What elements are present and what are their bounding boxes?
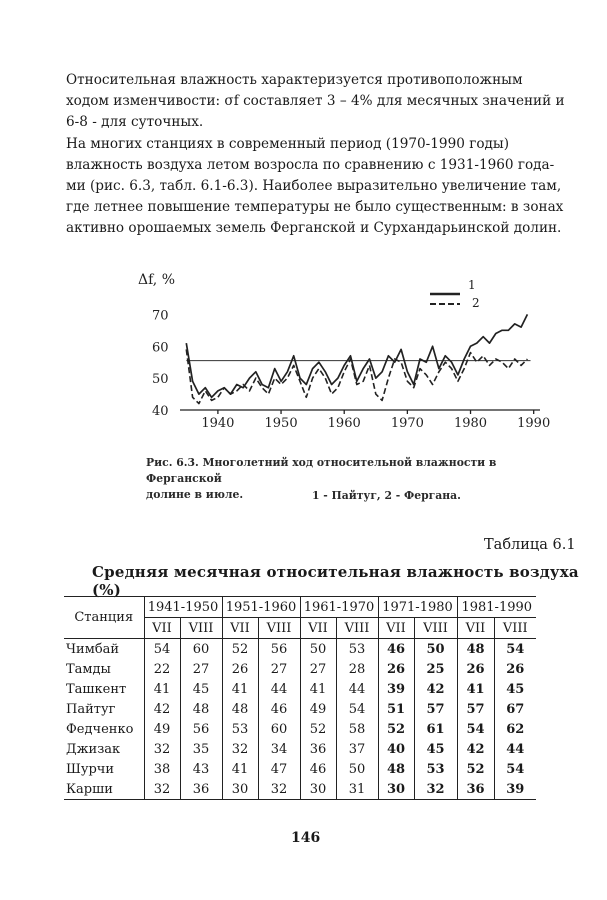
table-cell: 50 <box>300 639 336 660</box>
table-row <box>64 699 536 719</box>
paragraph-2 <box>66 134 571 239</box>
table-cell: 27 <box>300 659 336 679</box>
table-cell: 26 <box>378 659 414 679</box>
table-cell: 44 <box>494 739 536 759</box>
table-cell: 48 <box>457 639 494 660</box>
humidity-chart <box>130 268 550 438</box>
table-cell: 54 <box>336 699 378 719</box>
y-tick-label: 40 <box>152 404 169 419</box>
x-tick-label: 1990 <box>517 416 550 431</box>
station-header: Станция <box>64 597 144 639</box>
station-name: Карши <box>64 779 144 800</box>
text-line: ходом изменчивости: σf составляет 3 – 4% для месячных значений и <box>66 93 565 109</box>
table-row <box>64 639 536 660</box>
table-cell: 47 <box>258 759 300 779</box>
table-cell: 41 <box>300 679 336 699</box>
month-header: VII <box>222 618 258 639</box>
table-cell: 44 <box>336 679 378 699</box>
table-cell: 39 <box>494 779 536 800</box>
text-line: ми (рис. 6.3, табл. 6.1-6.3). Наиболее выразительно увеличение там, <box>66 178 562 194</box>
period-header: 1941-1950 <box>144 597 222 618</box>
table-cell: 54 <box>144 639 180 660</box>
table-cell: 49 <box>144 719 180 739</box>
table-cell: 38 <box>144 759 180 779</box>
table-cell: 26 <box>494 659 536 679</box>
table-cell: 51 <box>378 699 414 719</box>
table-cell: 27 <box>258 659 300 679</box>
text-line: активно орошаемых земель Ферганской и Сурхандарьинской долин. <box>66 220 562 236</box>
table-cell: 26 <box>222 659 258 679</box>
table-cell: 42 <box>457 739 494 759</box>
paragraph-1 <box>66 70 571 133</box>
y-tick-label: 50 <box>152 372 169 388</box>
x-tick-label: 1950 <box>264 416 298 431</box>
table-cell: 30 <box>222 779 258 800</box>
table-cell: 37 <box>336 739 378 759</box>
table-cell: 52 <box>300 719 336 739</box>
table-cell: 36 <box>457 779 494 800</box>
table-cell: 41 <box>222 679 258 699</box>
table-row <box>64 739 536 759</box>
table-cell: 46 <box>378 639 414 660</box>
table-cell: 39 <box>378 679 414 699</box>
table-cell: 54 <box>494 759 536 779</box>
table-cell: 43 <box>180 759 222 779</box>
station-name: Чимбай <box>66 641 120 657</box>
table-cell: 61 <box>414 719 457 739</box>
table-cell: 32 <box>144 739 180 759</box>
table-cell: 32 <box>414 779 457 800</box>
station-name: Федченко <box>66 721 134 737</box>
table-cell: 50 <box>414 639 457 660</box>
table-cell: 54 <box>457 719 494 739</box>
month-header: VIII <box>180 618 222 639</box>
table-cell: 31 <box>336 779 378 800</box>
month-header: VIII <box>258 618 300 639</box>
table-cell: 36 <box>180 779 222 800</box>
table-cell: 62 <box>494 719 536 739</box>
table-cell: 45 <box>494 679 536 699</box>
month-header: VIII <box>414 618 457 639</box>
text-line: Относительная влажность характеризуется противоположным <box>66 72 523 88</box>
table-cell: 49 <box>300 699 336 719</box>
table-cell: 67 <box>494 699 536 719</box>
x-tick-label: 1940 <box>201 416 235 431</box>
legend-label-2: 2 <box>472 296 480 310</box>
series-line-2 <box>186 349 527 403</box>
text-line: На многих станциях в современный период (1970-1990 годы) <box>66 136 509 152</box>
table-cell: 57 <box>457 699 494 719</box>
table-cell: 52 <box>378 719 414 739</box>
table-cell: 35 <box>180 739 222 759</box>
table-cell: 34 <box>258 739 300 759</box>
caption-line-1: Рис. 6.3. Многолетний ход относительной влажности в Ферганской <box>146 456 497 485</box>
table-row <box>64 719 536 739</box>
table-cell: 42 <box>144 699 180 719</box>
table-cell: 60 <box>258 719 300 739</box>
table-cell: 25 <box>414 659 457 679</box>
caption-line-2: долине в июле. <box>146 488 244 501</box>
table-row <box>64 659 536 679</box>
month-header: VII <box>378 618 414 639</box>
text-line: где летнее повышение температуры не было существенным: в зонах <box>66 199 564 215</box>
table-cell: 32 <box>222 739 258 759</box>
legend-label-1: 1 <box>468 278 476 292</box>
table-cell: 53 <box>336 639 378 660</box>
table-cell: 58 <box>336 719 378 739</box>
period-header: 1971-1980 <box>378 597 457 618</box>
table-row <box>64 679 536 699</box>
station-name: Пайтуг <box>66 701 116 717</box>
table-cell: 32 <box>258 779 300 800</box>
humidity-table <box>64 596 536 800</box>
period-header: 1981-1990 <box>457 597 536 618</box>
x-tick-label: 1970 <box>390 416 424 431</box>
month-header: VII <box>457 618 494 639</box>
table-cell: 54 <box>494 639 536 660</box>
station-name: Джизак <box>66 741 121 757</box>
period-header: 1961-1970 <box>300 597 378 618</box>
table-cell: 50 <box>336 759 378 779</box>
page-number: 146 <box>291 830 321 846</box>
table-cell: 28 <box>336 659 378 679</box>
y-axis-label: Δf, % <box>138 272 175 288</box>
table-cell: 42 <box>414 679 457 699</box>
table-row <box>64 759 536 779</box>
month-header: VIII <box>336 618 378 639</box>
table-cell: 48 <box>180 699 222 719</box>
table-cell: 52 <box>457 759 494 779</box>
table-cell: 36 <box>300 739 336 759</box>
table-cell: 56 <box>258 639 300 660</box>
table-cell: 40 <box>378 739 414 759</box>
period-header: 1951-1960 <box>222 597 300 618</box>
table-cell: 45 <box>180 679 222 699</box>
x-tick-label: 1980 <box>453 416 488 431</box>
table-cell: 44 <box>258 679 300 699</box>
table-cell: 41 <box>222 759 258 779</box>
table-cell: 41 <box>144 679 180 699</box>
table-cell: 56 <box>180 719 222 739</box>
table-label: Таблица 6.1 <box>484 537 576 553</box>
station-name: Ташкент <box>66 681 127 697</box>
table-cell: 32 <box>144 779 180 800</box>
table-cell: 30 <box>300 779 336 800</box>
table-cell: 52 <box>222 639 258 660</box>
table-cell: 26 <box>457 659 494 679</box>
table-cell: 46 <box>258 699 300 719</box>
station-name: Тамды <box>66 661 111 677</box>
table-cell: 30 <box>378 779 414 800</box>
table-cell: 53 <box>414 759 457 779</box>
text-line: влажность воздуха летом возросла по сравнению с 1931-1960 года- <box>66 157 555 173</box>
table-cell: 27 <box>180 659 222 679</box>
y-tick-label: 60 <box>152 340 169 356</box>
table-cell: 48 <box>378 759 414 779</box>
table-cell: 53 <box>222 719 258 739</box>
month-header: VII <box>300 618 336 639</box>
table-title: Средняя месячная относительная влажность воздуха (%) <box>92 563 579 599</box>
table-cell: 57 <box>414 699 457 719</box>
y-tick-label: 70 <box>152 308 169 324</box>
figure-legend-caption: 1 - Пайтуг, 2 - Фергана. <box>312 489 461 502</box>
table-cell: 48 <box>222 699 258 719</box>
table-cell: 22 <box>144 659 180 679</box>
month-header: VII <box>144 618 180 639</box>
table-cell: 45 <box>414 739 457 759</box>
x-tick-label: 1960 <box>327 416 361 431</box>
table-cell: 41 <box>457 679 494 699</box>
table-cell: 60 <box>180 639 222 660</box>
text-line: 6-8 - для суточных. <box>66 114 204 130</box>
table-cell: 46 <box>300 759 336 779</box>
station-name: Шурчи <box>66 761 115 777</box>
table-row <box>64 779 536 800</box>
month-header: VIII <box>494 618 536 639</box>
